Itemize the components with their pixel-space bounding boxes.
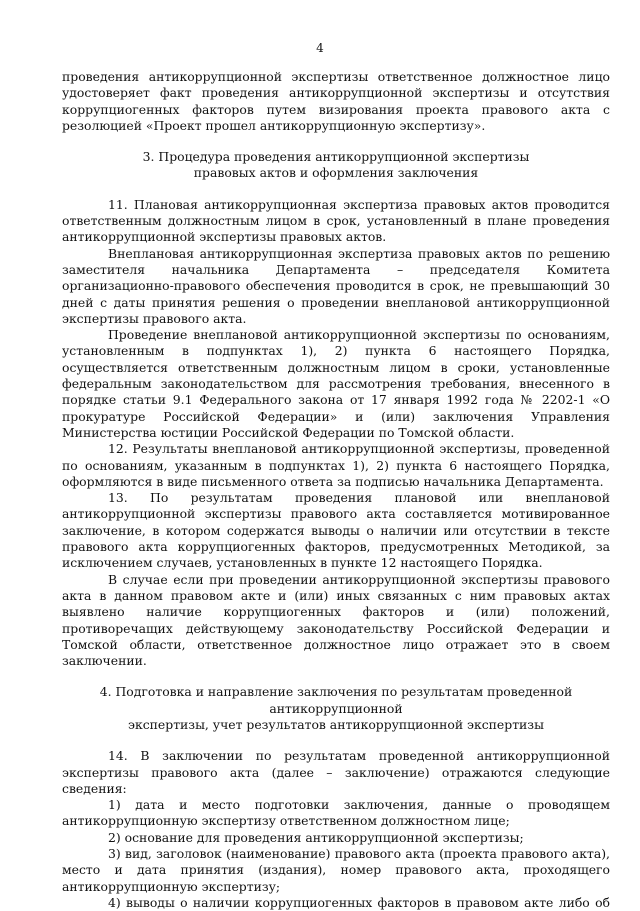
section-3-body (62, 197, 610, 670)
section-4-heading-line-2: экспертизы, учет результатов антикоррупционной экспертизы (128, 716, 544, 732)
intro-paragraph: проведения антикоррупционной экспертизы ответственное должностное лицо удостоверяет факт проведения антикоррупционной экспертизы и отсутствия коррупциогенных факторов путем визирования проекта правового акта с резолюцией «Проект прошел антикоррупционную экспертизу». (62, 69, 610, 133)
paragraph-13: 13. По результатам проведения плановой или внеплановой антикоррупционной экспертизы правового акта составляется мотивированное заключение, в котором содержатся выводы о наличии или отсутствии в тексте правового акта коррупциогенных факторов, предусмотренных Методикой, за исключением случаев, установленных в пункте 12 настоящего Порядка. (62, 490, 610, 571)
document-body (62, 69, 610, 911)
section-4-heading-line-1: 4. Подготовка и направление заключения по результатам проведенной антикоррупционной (99, 684, 573, 716)
paragraph-11: 11. Плановая антикоррупционная экспертиза правовых актов проводится ответственным должностным лицом в срок, установленный в плане проведения антикоррупционной экспертизы правовых актов. (62, 196, 610, 245)
page-number: 4 (316, 41, 324, 55)
paragraph-11-unplanned: Внеплановая антикоррупционная экспертиза правовых актов по решению заместителя начальника Департамента – председателя Комитета организационно-правового обеспечения проводится в срок, не превышающий 30 дней с даты принятия решения о проведении внеплановой антикоррупционной экспертизы правового акта. (62, 245, 610, 326)
list-item-2: 2) основание для проведения антикоррупционной экспертизы; (108, 829, 524, 845)
section-4-heading (62, 684, 610, 733)
section-3-heading-line-2: правовых актов и оформления заключения (193, 165, 479, 181)
section-4-body (62, 748, 610, 911)
paragraph-14: 14. В заключении по результатам проведенной антикоррупционной экспертизы правового акта (далее – заключение) отражаются следующие сведения: (62, 748, 610, 796)
paragraph-11-deadlines: Проведение внеплановой антикоррупционной экспертизы по основаниям, установленным в подпунктах 1), 2) пункта 6 настоящего Порядка, осуществляется ответственным должностным лицом в сроки, установленные федеральным законодательством для рассмотрения требования, внесенного в порядке статьи 9.1 Федерального закона от 17 января 1992 года № 2202-1 «О прокуратуре Российской Федерации» и (или) заключения Управления Министерства юстиции Российской Федерации по Томской области. (62, 327, 610, 440)
list-item-4: 4) выводы о наличии коррупциогенных факторов в правовом акте либо об (108, 894, 610, 910)
paragraph-13-case: В случае если при проведении антикоррупционной экспертизы правового акта в данном правовом акте и (или) иных связанных с ним правовых актах выявлено наличие коррупциогенных факторов и (или) положений, противоречащих действующему законодательству Российской Федерации и Томской области, ответственное должностное лицо отражает это в своем заключении. (62, 571, 610, 669)
section-3-heading-line-1: 3. Процедура проведения антикоррупционной экспертизы (142, 149, 530, 165)
list-item-1: 1) дата и место подготовки заключения, данные о проводящем антикоррупционную экспертизу ответственном должностном лице; (62, 797, 610, 829)
list-item-3: 3) вид, заголовок (наименование) правового акта (проекта правового акта), место и дата принятия (издания), номер правового акта, проходящего антикоррупционную экспертизу; (62, 846, 610, 894)
paragraph-12: 12. Результаты внеплановой антикоррупционной экспертизы, проведенной по основаниям, указанным в подпунктах 1), 2) пункта 6 настоящего Порядка, оформляются в виде письменного ответа за подписью начальника Департамента. (62, 441, 610, 489)
section-3-heading (62, 149, 610, 182)
